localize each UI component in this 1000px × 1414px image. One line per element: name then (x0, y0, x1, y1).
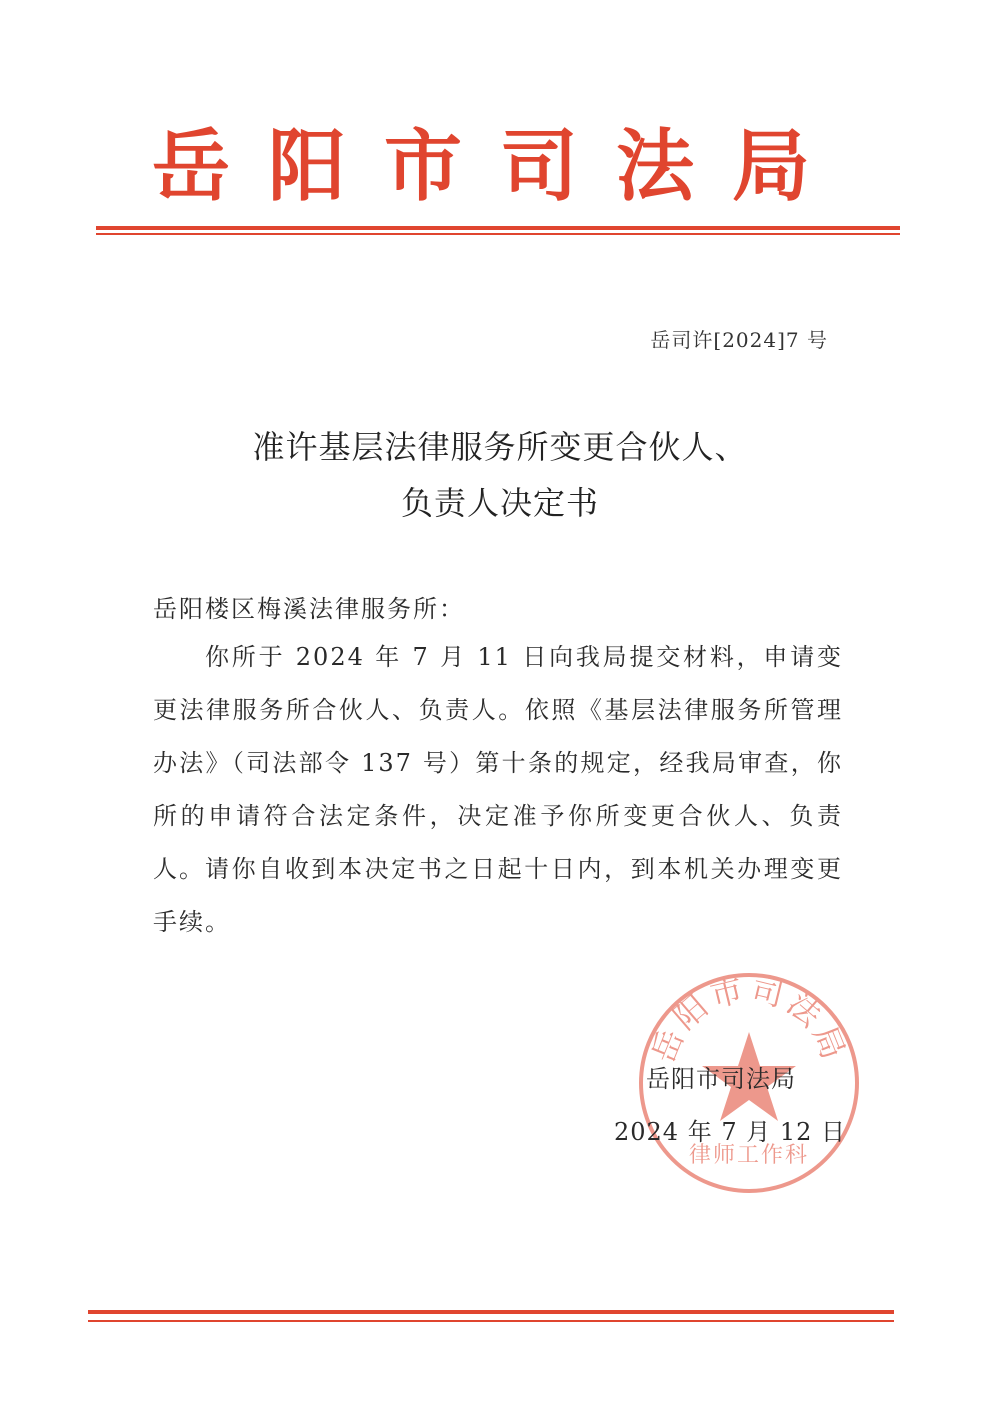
document-title-line2: 负责人决定书 (400, 484, 599, 522)
document-title-line1: 准许基层法律服务所变更合伙人、 (252, 428, 748, 466)
body-paragraph-1: 你所于 2024 年 7 月 11 日向我局提交材料，申请变更法律服务所合伙人、负责人。依照《基层法律服务所管理办法》（司法部令 137 号）第十条的规定，经我局审查，你所的申请符合法定条件，决定准予你所变更合伙人、负责人。 (153, 643, 843, 883)
footer-rule-thick (88, 1310, 894, 1314)
header-rule-thin (96, 233, 900, 235)
signature-issuer: 岳阳市司法局 (646, 1065, 796, 1093)
document-number: 岳司许[2024]7 号 (650, 328, 828, 352)
organization-header: 岳阳市司法局 (151, 121, 848, 212)
body-paragraph-2: 请你自收到本决定书之日起十日内，到本机关办理变更手续。 (153, 855, 843, 936)
signature-date: 2024 年 7 月 12 日 (614, 1118, 847, 1146)
header-rule-thick (96, 226, 900, 230)
addressee: 岳阳楼区梅溪法律服务所： (153, 595, 465, 623)
svg-text:律师工作科: 律师工作科 (688, 1143, 810, 1168)
footer-rule-thin (88, 1320, 894, 1322)
svg-text:岳阳市司法局: 岳阳市司法局 (643, 970, 855, 1069)
